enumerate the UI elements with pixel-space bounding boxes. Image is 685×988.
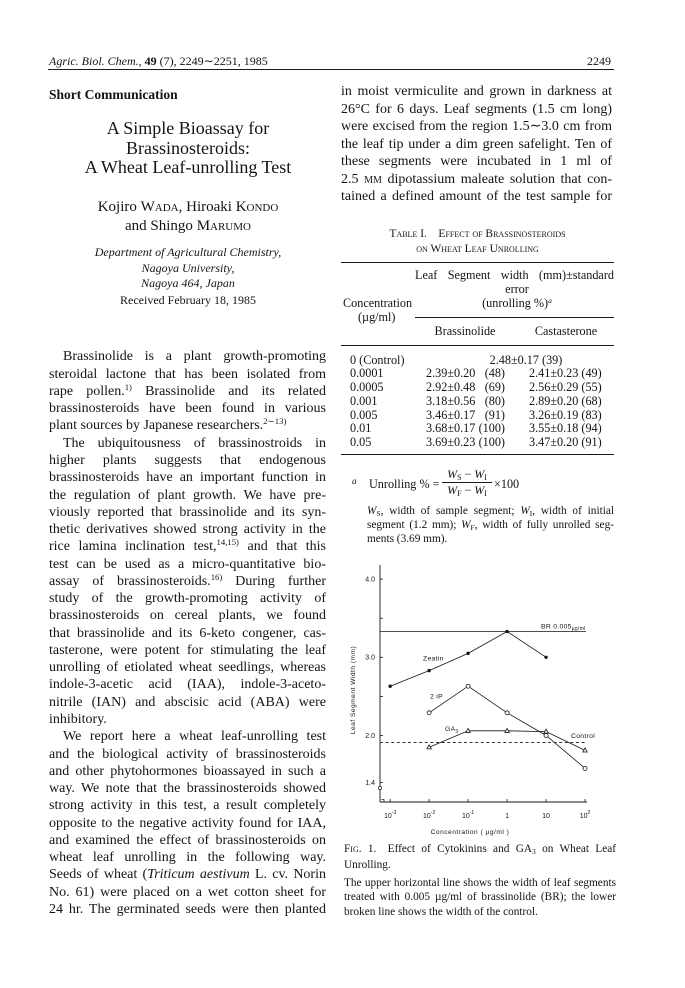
data-point-2ip <box>544 734 548 738</box>
data-point-zeatin <box>544 656 547 659</box>
text-line <box>341 101 612 119</box>
text-run: tained a defined amount of the test sample for <box>341 189 612 205</box>
reference-label-text: Control <box>571 732 596 740</box>
reference-line-label <box>571 733 595 740</box>
text-line <box>341 118 612 136</box>
series-label-zeatin <box>423 656 444 663</box>
formula-label: Unrolling % = <box>369 477 440 491</box>
text-line <box>49 676 326 693</box>
text-run: We report here a wheat leaf-unrolling test <box>63 729 326 745</box>
text-line <box>49 815 326 832</box>
data-point-2ip <box>505 711 509 715</box>
text-run: brassinosteroids have an important function in <box>49 470 326 486</box>
text-run: 1. Effect of Cytokinins and GA <box>361 843 533 856</box>
cell-concentration: 0.01 <box>350 421 372 436</box>
y-tick-label: 3.0 <box>365 654 375 662</box>
text-run: opposite to the negative activity found for IAA, <box>49 815 326 831</box>
axis-break-marker <box>378 786 381 789</box>
text-run: − <box>461 467 475 481</box>
cell-brassinolide: 2.92±0.48 <box>426 380 476 395</box>
text-line <box>49 607 326 624</box>
journal-volume: 49 <box>144 54 157 68</box>
text-run: test can be used as a micro-quantitative bio- <box>49 556 326 572</box>
x-tick-label-exponent: 2 <box>587 810 591 816</box>
cell-castasterone: 2.41±0.23 (49) <box>529 366 602 381</box>
x-tick-label-base: 1 <box>505 813 510 820</box>
x-tick-label-base: 10 <box>542 813 550 820</box>
subscript: F <box>470 523 475 533</box>
text-run: plant sources by Japanese researchers. <box>49 418 264 434</box>
text-line <box>49 487 326 504</box>
text-line <box>49 590 326 607</box>
text-run: L. cv. Norin <box>249 867 326 883</box>
subscript: 3 <box>532 847 536 857</box>
cell-control-value: 2.48±0.17 (39) <box>489 353 563 367</box>
italic-text: W <box>461 519 471 531</box>
superscript: 1) <box>124 382 132 393</box>
cell-brassinolide-percent: (48) <box>484 366 505 381</box>
series-label-text: GA <box>445 726 456 733</box>
superscript: 16) <box>210 572 223 583</box>
x-tick-label-base: 10 <box>461 813 470 820</box>
paragraph <box>367 504 614 546</box>
text-run: steroidal lactone that has been isolated from <box>49 366 326 382</box>
text-run: higher plants suggests that endogenous <box>49 452 326 468</box>
x-tick-label-base: 10 <box>579 813 588 820</box>
cell-brassinolide: 3.69±0.23 <box>426 434 476 449</box>
small-caps-text: Fig. <box>344 843 362 856</box>
series-label-text: 2 iP <box>430 693 443 701</box>
text-run: wheat leaf unrolling in the following way. <box>49 850 326 866</box>
cell-concentration: 0.005 <box>350 407 378 422</box>
text-run: 2.5 <box>341 171 365 187</box>
y-tick-label: 2.0 <box>365 732 375 740</box>
text-run: rice lamina inclination test, <box>49 539 217 555</box>
data-point-zeatin <box>388 685 391 688</box>
author-list <box>49 198 327 236</box>
text-run: segment (1.2 mm); <box>367 519 462 531</box>
data-point-zeatin <box>466 652 469 655</box>
italic-text: W <box>367 505 377 517</box>
text-run: and that this <box>238 539 326 555</box>
data-point-2ip <box>466 684 470 688</box>
data-point-zeatin <box>505 630 508 633</box>
cell-castasterone: 2.56±0.29 (55) <box>529 380 602 395</box>
table-header-measure: Leaf Segment width (mm)±standard <box>415 268 614 282</box>
text-line <box>49 711 326 728</box>
text-line <box>49 504 326 521</box>
x-tick-label <box>423 810 435 820</box>
text-run: tasterone, were potent for stimulating the leaf <box>49 642 326 658</box>
text-run: The ubiquitousness of brassinostroids in <box>63 435 326 451</box>
right-column-body <box>341 83 612 206</box>
italic-text: W <box>447 483 458 497</box>
series-label-subscript: 3 <box>455 729 459 735</box>
text-line <box>49 901 326 918</box>
affiliation-line: Nagoya University, <box>141 260 235 275</box>
text-run: The upper horizontal line shows the width of leaf segments <box>344 876 616 889</box>
text-line <box>341 188 612 206</box>
cell-concentration: 0.05 <box>350 434 372 449</box>
italic-text: W <box>447 467 458 481</box>
left-column-body <box>49 348 326 918</box>
text-run: treated with 0.005 µg/ml of brassinolide (BR); the lower <box>344 891 616 904</box>
text-run: dipotassium maleate solution that con- <box>381 171 612 187</box>
text-line <box>49 383 326 400</box>
text-run: and the biological activity of brassinosteroids <box>49 746 326 762</box>
table-header-subrule <box>415 317 614 318</box>
data-point-ga3 <box>583 748 587 752</box>
cell-castasterone: 3.47±0.20 (91) <box>529 434 602 449</box>
text-run: 26°C for 6 days. Leaf segments (1.5 cm long) <box>341 101 612 117</box>
text-line <box>49 832 326 849</box>
text-line <box>49 849 326 866</box>
text-run: brassinosteroids have been found in various <box>49 401 326 417</box>
data-point-2ip <box>583 766 587 770</box>
x-tick-label <box>542 813 550 820</box>
table-bottom-rule <box>341 454 614 455</box>
table-row-control <box>341 353 614 367</box>
table-row <box>341 408 614 422</box>
article-title <box>49 119 327 178</box>
text-line <box>341 153 612 171</box>
text-run: were excised from the region 1.5∼3.0 cm from <box>341 119 612 135</box>
text-run: Unrolling. <box>344 858 391 871</box>
text-line <box>49 746 326 763</box>
x-axis-label: Concentration ( µg/ml ) <box>430 829 510 836</box>
text-line <box>344 876 616 891</box>
journal-name: Agric. Biol. Chem., <box>49 54 142 68</box>
figure-caption-body <box>344 876 616 920</box>
x-tick-label <box>462 810 474 820</box>
x-tick-label-exponent: -3 <box>391 810 397 816</box>
table-header-concentration: Concentration <box>343 296 413 310</box>
italic-text: W <box>520 505 530 517</box>
cell-brassinolide-percent: (69) <box>484 380 505 395</box>
text-run: During further <box>222 573 326 589</box>
series-line-ga3 <box>429 731 585 751</box>
page-number: 2249 <box>587 54 611 68</box>
text-line <box>344 842 616 858</box>
small-caps-text: Wada <box>140 198 179 215</box>
cell-brassinolide: 3.18±0.56 <box>426 393 476 408</box>
text-line <box>49 417 326 434</box>
x-tick-label-exponent: -2 <box>430 810 436 816</box>
figure-caption-title <box>344 842 616 873</box>
text-run: indole-3-acetic acid (IAA), indole-3-aceto- <box>49 677 326 693</box>
text-run: inhibitory. <box>49 711 107 727</box>
text-run: these segments were incubated in 1 ml of <box>341 154 612 170</box>
text-run: in moist vermiculite and grown in darkness at <box>341 84 612 100</box>
cell-brassinolide: 3.46±0.17 <box>426 407 476 422</box>
text-run: No. 61) were placed on a wet cotton sheet for <box>49 884 326 900</box>
small-caps-text: Marumo <box>196 217 251 234</box>
cell-concentration: 0.001 <box>350 393 378 408</box>
cell-castasterone: 3.26±0.19 (83) <box>529 407 602 422</box>
small-caps-text: on Wheat Leaf Unrolling <box>416 242 539 255</box>
paragraph <box>49 435 326 729</box>
running-header-citation <box>49 53 268 69</box>
text-run: and other phytohormones bioassayed in such a <box>49 763 326 779</box>
footnote-definitions <box>367 504 614 546</box>
text-line <box>49 348 326 365</box>
cell-concentration: 0.0001 <box>350 366 384 381</box>
title-line: A Simple Bioassay for <box>106 118 270 138</box>
text-run: and examined the effect of brassinosteroids on <box>49 832 326 848</box>
text-run: Brassinolide and its related <box>131 383 326 399</box>
text-line <box>49 866 326 883</box>
cell-brassinolide: 3.68±0.17 <box>426 421 476 436</box>
text-line <box>49 625 326 642</box>
text-run: broken line shows the width of the control. <box>344 905 538 918</box>
cell-brassinolide-percent: (91) <box>484 407 505 422</box>
subscript: I <box>484 489 487 499</box>
text-line <box>367 532 614 546</box>
text-line <box>341 227 614 242</box>
cell-brassinolide: 2.39±0.20 <box>426 366 476 381</box>
title-line: A Wheat Leaf-unrolling Test <box>84 157 292 177</box>
text-line <box>49 400 326 417</box>
text-run: rape pollen. <box>49 383 125 399</box>
paragraph <box>49 728 326 918</box>
cell-castasterone: 3.55±0.18 (94) <box>529 421 602 436</box>
data-point-ga3 <box>544 729 548 733</box>
text-run: unrolling of etiolated wheat seedlings, whereas <box>49 660 326 676</box>
table-row <box>341 421 614 435</box>
text-line <box>367 518 614 532</box>
text-run: the regulation of plant growth. We have pre- <box>49 487 326 503</box>
italic-text: W <box>474 483 485 497</box>
cell-brassinolide-percent: (100) <box>478 421 505 436</box>
table-top-rule <box>341 262 614 263</box>
text-run: ments (3.69 mm). <box>367 533 448 545</box>
subscript: S <box>457 473 462 483</box>
subscript: S <box>376 509 381 519</box>
superscript: 14,15) <box>216 537 239 548</box>
text-run: Seeds of wheat ( <box>49 867 148 883</box>
paragraph <box>49 348 326 434</box>
x-tick-label <box>580 810 591 820</box>
italic-text: W <box>474 467 485 481</box>
series-line-zeatin <box>390 632 546 687</box>
small-caps-text: Table I. <box>389 228 427 240</box>
text-line <box>49 217 327 236</box>
text-line <box>49 642 326 659</box>
text-line <box>344 890 616 905</box>
subscript: F <box>457 489 462 499</box>
text-line <box>367 504 614 518</box>
cell-castasterone: 2.89±0.20 (68) <box>529 393 602 408</box>
text-line <box>49 521 326 538</box>
text-line <box>49 763 326 780</box>
series-label-2ip <box>430 694 443 701</box>
reference-line-label <box>541 624 586 632</box>
reference-label-text: BR 0.005 <box>541 623 572 631</box>
text-run: that brassinolide and its 6-keto congener, cas- <box>49 625 326 641</box>
text-line <box>49 659 326 676</box>
text-run: nitrile (IAN) and abscisic acid (ABA) were <box>49 694 326 710</box>
small-caps-text: mm <box>364 171 382 187</box>
text-line <box>49 694 326 711</box>
x-tick-label-base: 10 <box>384 813 392 820</box>
header-rule <box>48 69 614 70</box>
text-line <box>49 573 326 590</box>
data-point-ga3 <box>466 728 470 732</box>
text-line <box>49 469 326 486</box>
affiliation-line: Nagoya 464, Japan <box>141 276 235 290</box>
text-run: way. We note that the brassinosteroids showed <box>49 781 326 797</box>
column-header-brassinolide: Brassinolide <box>434 324 496 338</box>
text-run: Kojiro <box>97 198 141 215</box>
text-run: on Wheat Leaf <box>535 843 617 856</box>
data-point-ga3 <box>427 745 431 749</box>
section-label: Short Communication <box>49 86 178 102</box>
text-run: , width of sample segment; <box>380 505 521 517</box>
text-line <box>49 797 326 814</box>
series-label-text: Zeatin <box>423 655 444 663</box>
affiliation <box>49 245 327 292</box>
y-tick-label: 4.0 <box>365 576 375 584</box>
y-axis-label: Leaf Segment Width (mm) <box>350 645 357 735</box>
paragraph <box>341 83 612 206</box>
table-header-unrolling-text: (unrolling %) <box>482 296 549 310</box>
text-line <box>49 884 326 901</box>
x-tick-label-base: 10 <box>422 813 431 820</box>
data-point-ga3 <box>505 728 509 732</box>
x-tick-label <box>384 810 396 820</box>
formula-numerator <box>441 467 493 481</box>
text-run: thetic derivatives showed strong activity in the <box>49 522 326 538</box>
text-run: Brassinolide is a plant growth-promoting <box>63 349 326 365</box>
paragraph <box>344 876 616 920</box>
y-tick-label: 1.4 <box>365 779 375 787</box>
text-line <box>49 435 326 452</box>
text-line <box>49 728 326 745</box>
cell-concentration: 0 (Control) <box>350 353 405 367</box>
data-point-zeatin <box>427 669 430 672</box>
series-label-ga3 <box>445 726 459 735</box>
title-line: Brassinosteroids: <box>126 137 250 158</box>
text-run: the leaf tip under a dim green safelight. Ten of <box>341 136 612 152</box>
table-row <box>341 366 614 380</box>
subscript: I <box>484 473 487 483</box>
text-run: − <box>461 483 475 497</box>
table-caption <box>341 227 614 256</box>
table-row <box>341 435 614 449</box>
cell-brassinolide-percent: (100) <box>478 434 505 449</box>
text-line <box>341 83 612 101</box>
x-tick-label <box>505 813 509 820</box>
text-run: , width of initial <box>532 505 615 517</box>
table-header-unrolling <box>415 296 619 310</box>
data-point-2ip <box>427 711 431 715</box>
text-run: brassinosteroids on cereal plants, we found <box>49 608 326 624</box>
text-line <box>49 366 326 383</box>
text-run: viously reported that brassinolide and its syn- <box>49 504 326 520</box>
paragraph <box>344 842 616 873</box>
text-line <box>344 858 616 874</box>
column-header-castasterone: Castasterone <box>534 324 598 338</box>
subscript: I <box>529 509 533 519</box>
x-tick-label-exponent: -1 <box>469 810 475 816</box>
text-run: , width of fully unrolled seg- <box>474 519 614 531</box>
received-date: Received February 18, 1985 <box>120 293 256 307</box>
superscript: 2∼13) <box>263 416 287 427</box>
footnote-mark: a <box>548 295 552 305</box>
text-run: 24 hr. The germinated seeds were then planted <box>49 901 326 917</box>
text-line <box>341 171 612 189</box>
text-run: strong activity in this test, a result completely <box>49 798 326 814</box>
text-line <box>341 242 614 257</box>
text-run: study of the growth-promoting activity of <box>49 591 326 607</box>
table-header-bottom-rule <box>341 345 614 346</box>
table-row <box>341 394 614 408</box>
cell-brassinolide-percent: (80) <box>484 393 505 408</box>
small-caps-text: Effect of Brassinosteroids <box>438 228 566 240</box>
text-run: assay of brassinosteroids. <box>49 573 211 589</box>
small-caps-text: Kondo <box>235 198 279 215</box>
text-line <box>49 198 327 217</box>
text-run <box>427 228 439 240</box>
table-row <box>341 380 614 394</box>
text-run: , Hiroaki <box>178 198 236 215</box>
figure-1-chart <box>340 560 615 845</box>
italic-text: Triticum aestivum <box>147 867 250 883</box>
formula-denominator <box>441 483 493 497</box>
table-header-measure-error: error <box>505 282 529 296</box>
formula-suffix: ×100 <box>494 477 520 491</box>
table-header-concentration-unit: (µg/ml) <box>358 310 396 324</box>
text-line <box>344 905 616 920</box>
reference-label-unit: µg/ml <box>571 625 586 632</box>
text-run: and Shingo <box>125 217 197 234</box>
text-line <box>49 538 326 555</box>
cell-concentration: 0.0005 <box>350 380 384 395</box>
text-line <box>49 452 326 469</box>
journal-issue-pages: (7), 2249∼2251, 1985 <box>159 54 268 68</box>
affiliation-line: Department of Agricultural Chemistry, <box>94 245 282 259</box>
text-line <box>49 556 326 573</box>
text-line <box>341 136 612 154</box>
footnote-marker: a <box>352 476 357 486</box>
text-line <box>49 780 326 797</box>
